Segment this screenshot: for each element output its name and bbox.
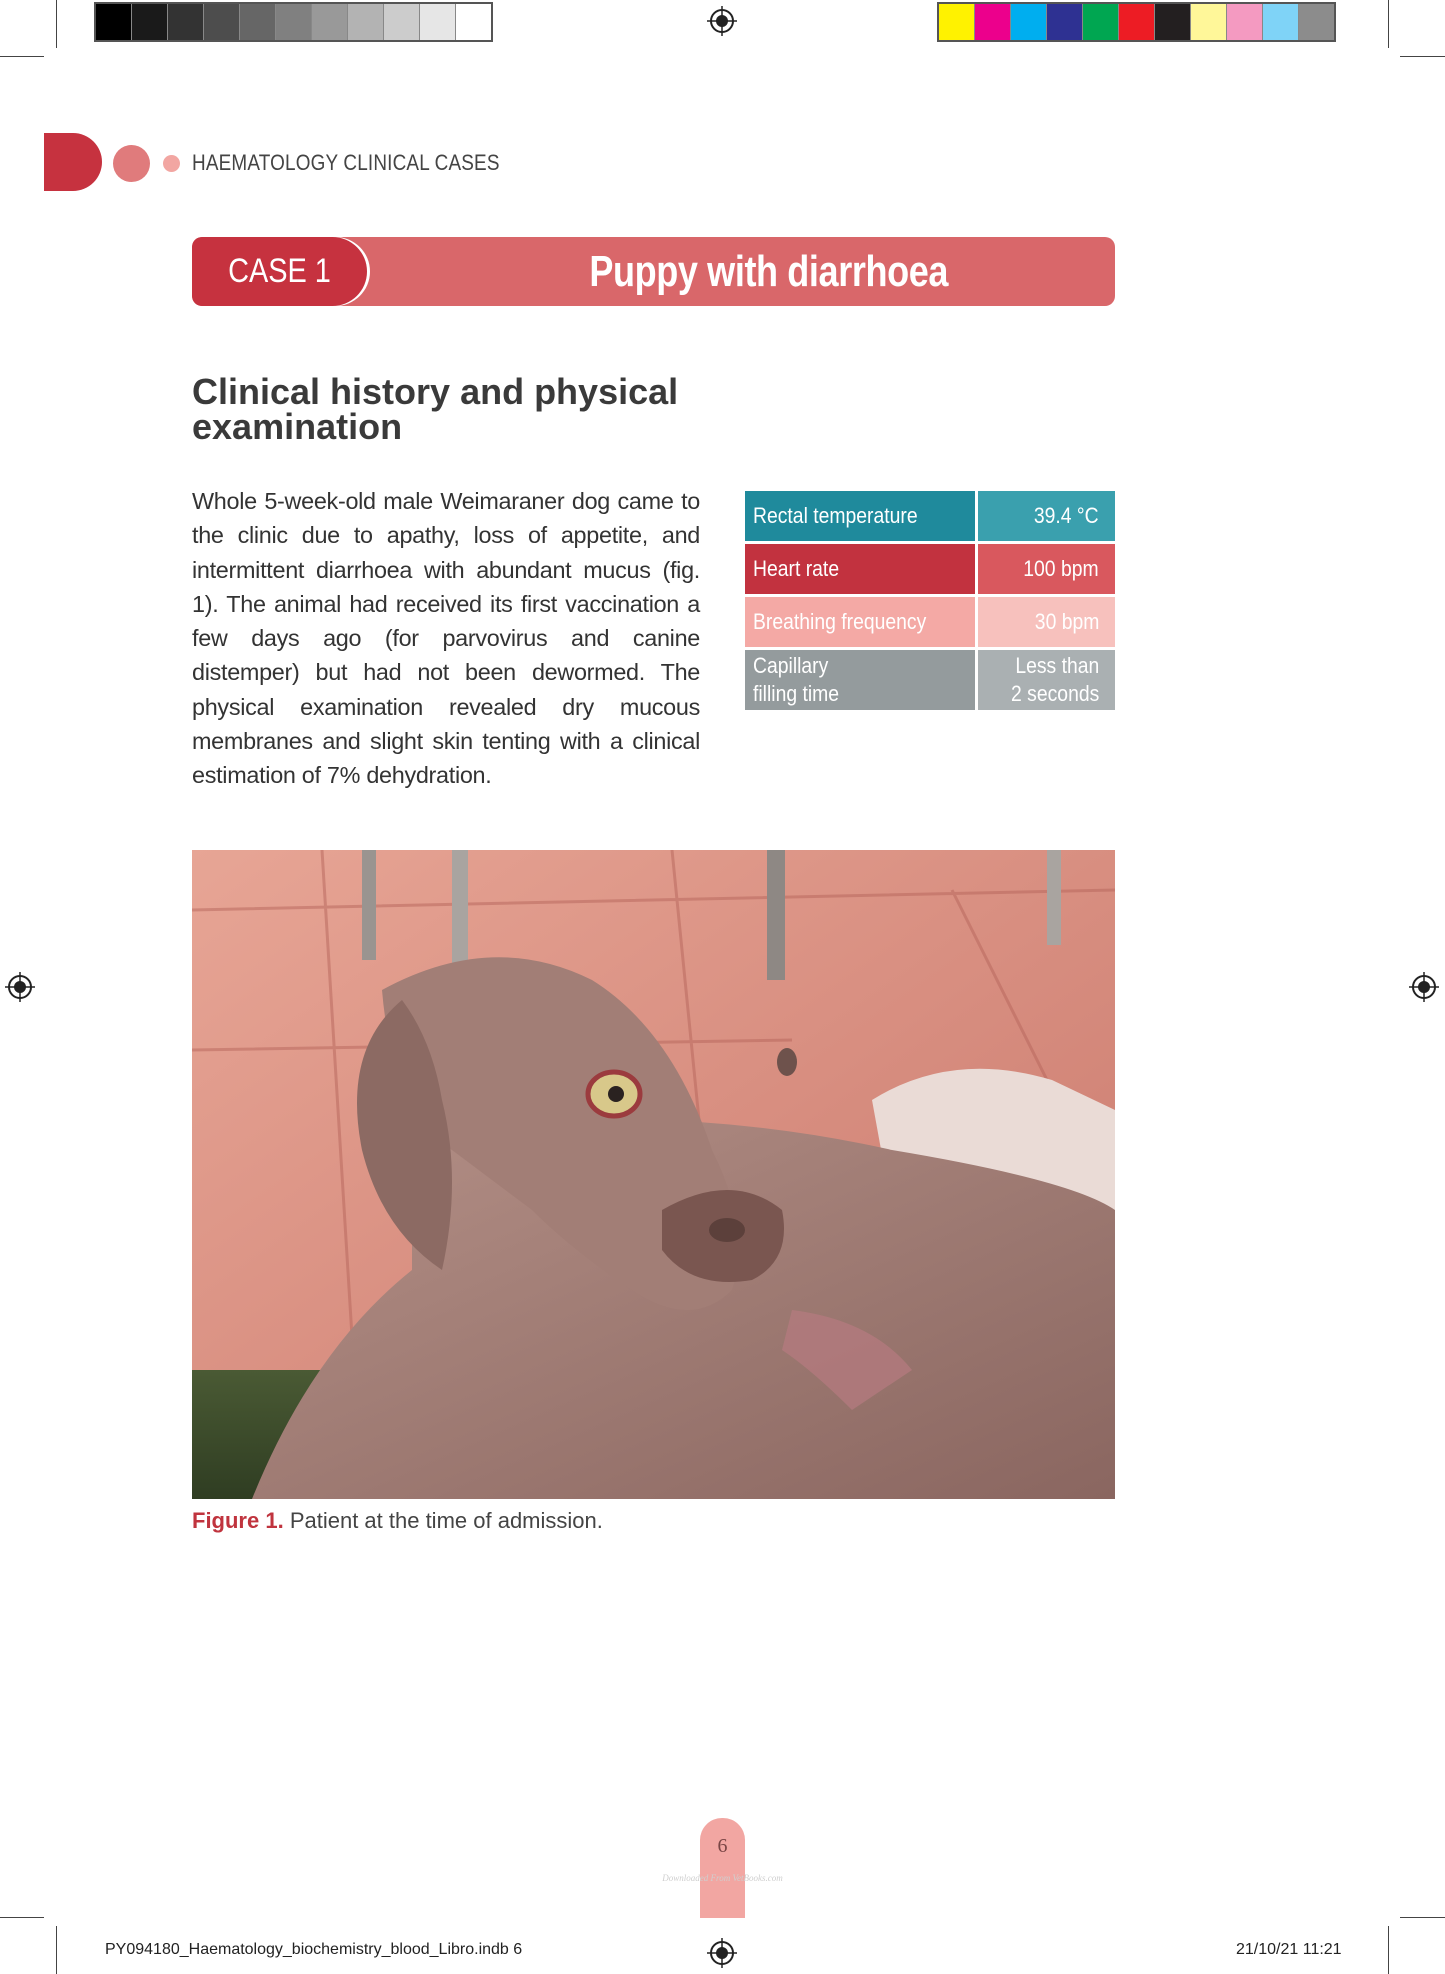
- process-color-swatch: [1191, 4, 1227, 40]
- figure-label: Figure 1.: [192, 1508, 284, 1533]
- vitals-label-cell: [745, 597, 975, 647]
- vitals-value: 100 bpm: [1023, 556, 1099, 581]
- process-color-swatch: [1263, 4, 1299, 40]
- vitals-row: [745, 597, 1115, 647]
- download-watermark: Downloaded From VetBooks.com: [662, 1873, 783, 1883]
- vitals-label-cell: [745, 491, 975, 541]
- figure-caption-text: Patient at the time of admission.: [289, 1508, 603, 1533]
- grey-swatch: [96, 4, 132, 40]
- case-title-area: [422, 237, 1115, 306]
- vitals-label-cell: [745, 650, 975, 710]
- case-label: CASE 1: [228, 252, 331, 290]
- vitals-row: [745, 544, 1115, 594]
- grey-swatch: [204, 4, 240, 40]
- process-color-bar: [937, 2, 1336, 42]
- page-number: 6: [717, 1835, 728, 1857]
- case-banner: [192, 237, 1115, 306]
- process-color-swatch: [1299, 4, 1334, 40]
- grey-swatch: [240, 4, 276, 40]
- registration-mark-bottom: [707, 1938, 737, 1968]
- page-number-tab: [700, 1818, 745, 1918]
- vitals-row: [745, 650, 1115, 710]
- vitals-value: Less than 2 seconds: [1010, 653, 1099, 706]
- registration-mark-left: [5, 972, 35, 1002]
- grey-swatch: [312, 4, 348, 40]
- slug-timestamp: 21/10/21 11:21: [1236, 1941, 1342, 1958]
- grey-swatch: [168, 4, 204, 40]
- vitals-value-cell: [978, 491, 1115, 541]
- vitals-value-cell: [978, 650, 1115, 710]
- vitals-label: Heart rate: [753, 556, 840, 581]
- grey-swatch: [132, 4, 168, 40]
- vitals-value-cell: [978, 544, 1115, 594]
- vitals-value: 30 bpm: [1034, 609, 1099, 634]
- vitals-label: Breathing frequency: [753, 609, 927, 634]
- registration-mark-top: [707, 6, 737, 36]
- grey-color-bar: [94, 2, 493, 42]
- weimaraner-puppy-image: [192, 850, 1115, 1499]
- vitals-table: [745, 491, 1115, 713]
- section-heading: Clinical history and physical examination: [192, 371, 679, 447]
- vitals-row: [745, 491, 1115, 541]
- patient-photo: [192, 850, 1115, 1499]
- process-color-swatch: [975, 4, 1011, 40]
- grey-swatch: [348, 4, 384, 40]
- header-dot-small: [163, 155, 180, 172]
- vitals-label-cell: [745, 544, 975, 594]
- case-title: Puppy with diarrhoea: [589, 246, 948, 296]
- grey-swatch: [384, 4, 420, 40]
- vitals-label: Rectal temperature: [753, 503, 918, 528]
- header-dot-medium: [113, 145, 150, 182]
- running-head: HAEMATOLOGY CLINICAL CASES: [192, 150, 500, 175]
- vitals-value-cell: [978, 597, 1115, 647]
- slug-filename: PY094180_Haematology_biochemistry_blood_Libro.indb 6: [105, 1941, 523, 1958]
- process-color-swatch: [1047, 4, 1083, 40]
- registration-mark-right: [1409, 972, 1439, 1002]
- process-color-swatch: [1227, 4, 1263, 40]
- vitals-value: 39.4 °C: [1034, 503, 1099, 528]
- process-color-swatch: [1119, 4, 1155, 40]
- header-dot-large: [44, 133, 102, 191]
- grey-swatch: [420, 4, 456, 40]
- grey-swatch: [456, 4, 491, 40]
- process-color-swatch: [1155, 4, 1191, 40]
- process-color-swatch: [1083, 4, 1119, 40]
- grey-swatch: [276, 4, 312, 40]
- process-color-swatch: [1011, 4, 1047, 40]
- process-color-swatch: [939, 4, 975, 40]
- vitals-label: Capillary filling time: [753, 653, 840, 706]
- clinical-history-paragraph: Whole 5-week-old male Weimaraner dog came to the clinic due to apathy, loss of appetite, and intermittent diarrhoea with abundant mucus (fig. 1). The animal had received its first vaccination a few days ago (for parvovirus and canine distemper) but had not been dewormed. The physical examination revealed dry mucous membranes and slight skin tenting with a clinical estimation of 7% dehydration.: [192, 488, 700, 789]
- figure-caption: [192, 1508, 603, 1534]
- case-label-tab: [192, 237, 367, 306]
